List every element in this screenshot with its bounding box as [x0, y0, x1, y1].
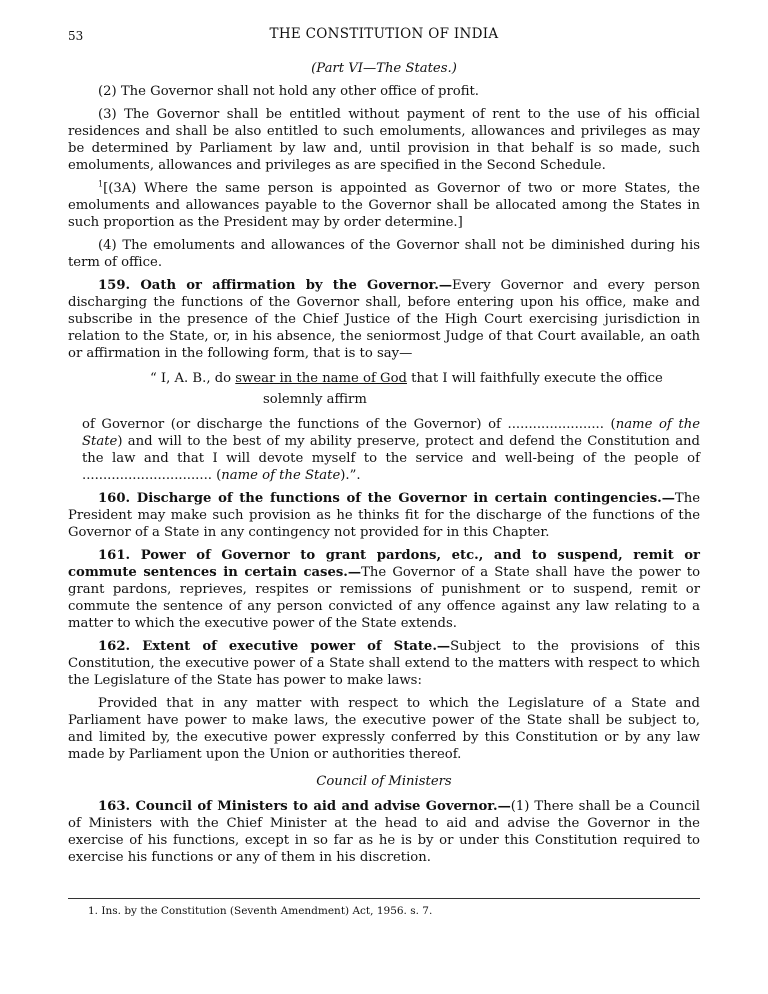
clause-3a	[68, 180, 700, 231]
section-162-body: Subject to the provisions of this Constitution, the executive power of a State shall extend to the matters with respect to which the Legislature of the State has power to make laws:	[68, 639, 700, 688]
oath-body-part3: ).”.	[340, 468, 361, 483]
section-161-body: The Governor of a State shall have the power to grant pardons, reprieves, respites or remissions of punishment or to suspend, remit or commute the sentence of any person convicted of any offence against any law relating to a matter to which the executive power of the State extends.	[68, 565, 701, 631]
oath-body-part1: of Governor (or discharge the functions of the Governor) of ....................... (	[82, 417, 616, 432]
clause-3a-text: [(3A) Where the same person is appointed as Governor of two or more States, the emoluments and allowances payable to the Governor shall be allocated among the States in such proportion as the President may by order determine.]	[68, 181, 700, 230]
section-162-proviso: Provided that in any matter with respect to which the Legislature of a State and Parliament have power to make laws, the executive power of the State shall be subject to, and limited by, the executive power expressly conferred by this Constitution or by any law made by Parliament upon the Union or authorities thereof.	[68, 696, 700, 762]
oath-body-part2: ) and will to the best of my ability preserve, protect and defend the Constitution and the law and that I will devote myself to the service and well-being of the people of ............................... (	[82, 434, 700, 483]
page-header	[68, 26, 700, 46]
oath-state-name-placeholder-1: name of the State	[82, 417, 701, 449]
clause-3: (3) The Governor shall be entitled without payment of rent to the use of his official residences and shall be also entitled to such emoluments, allowances and privileges as may be determined by Parliament by law and, until provision in that behalf is so made, such emoluments, allowances and privileges as are specified in the Second Schedule.	[68, 107, 700, 173]
section-159	[68, 277, 700, 362]
section-160-body: The President may make such provision as he thinks fit for the discharge of the functions of the Governor of a State in any contingency not provided for in this Chapter.	[68, 491, 700, 540]
section-163	[68, 798, 700, 866]
oath-affirm-alternative: solemnly affirm	[263, 392, 367, 407]
running-title: THE CONSTITUTION OF INDIA	[269, 26, 499, 42]
section-159-body: Every Governor and every person discharging the functions of the Governor shall, before entering upon his office, make and subscribe in the presence of the Chief Justice of the High Court exercising jurisdiction in relation to the State, or, in his absence, the seniormost Judge of that Court available, an oath or affirmation in the following form, that is to say—	[68, 278, 700, 361]
oath-swear-text: swear in the name of God	[235, 371, 407, 386]
oath-body	[82, 416, 700, 484]
footnote-marker: 1	[98, 179, 104, 189]
council-of-ministers-heading: Council of Ministers	[316, 774, 452, 789]
clause-2: (2) The Governor shall not hold any other office of profit.	[98, 84, 480, 99]
section-162	[68, 638, 700, 689]
clause-4: (4) The emoluments and allowances of the Governor shall not be diminished during his term of office.	[68, 238, 700, 270]
section-163-body: (1) There shall be a Council of Ministers with the Chief Minister at the head to aid and advise the Governor in the exercise of his functions, except in so far as he is by or under this Constitution required to exercise his functions or any of them in his discretion.	[68, 799, 700, 865]
oath-first-line	[150, 370, 700, 387]
footnote-divider	[68, 898, 700, 899]
section-162-title: 162. Extent of executive power of State.—	[98, 639, 451, 654]
part-label: (Part VI—The States.)	[311, 61, 457, 76]
footnote: 1. Ins. by the Constitution (Seventh Amendment) Act, 1956. s. 7.	[88, 905, 433, 917]
document-page	[68, 26, 700, 872]
section-160	[68, 490, 700, 541]
section-160-title: 160. Discharge of the functions of the Governor in certain contingencies.—	[98, 491, 675, 506]
oath-rest: that I will faithfully execute the office	[406, 371, 663, 386]
oath-state-name-placeholder-2: name of the State	[221, 468, 341, 483]
section-159-title: 159. Oath or affirmation by the Governor.—	[98, 278, 453, 293]
section-161-title: 161. Power of Governor to grant pardons, etc., and to suspend, remit or commute sentences in certain cases.—	[68, 548, 700, 580]
section-161	[68, 547, 700, 632]
page-number: 53	[68, 29, 84, 43]
section-163-title: 163. Council of Ministers to aid and advise Governor.—	[98, 799, 511, 814]
oath-start: “ I, A. B., do	[150, 371, 236, 386]
